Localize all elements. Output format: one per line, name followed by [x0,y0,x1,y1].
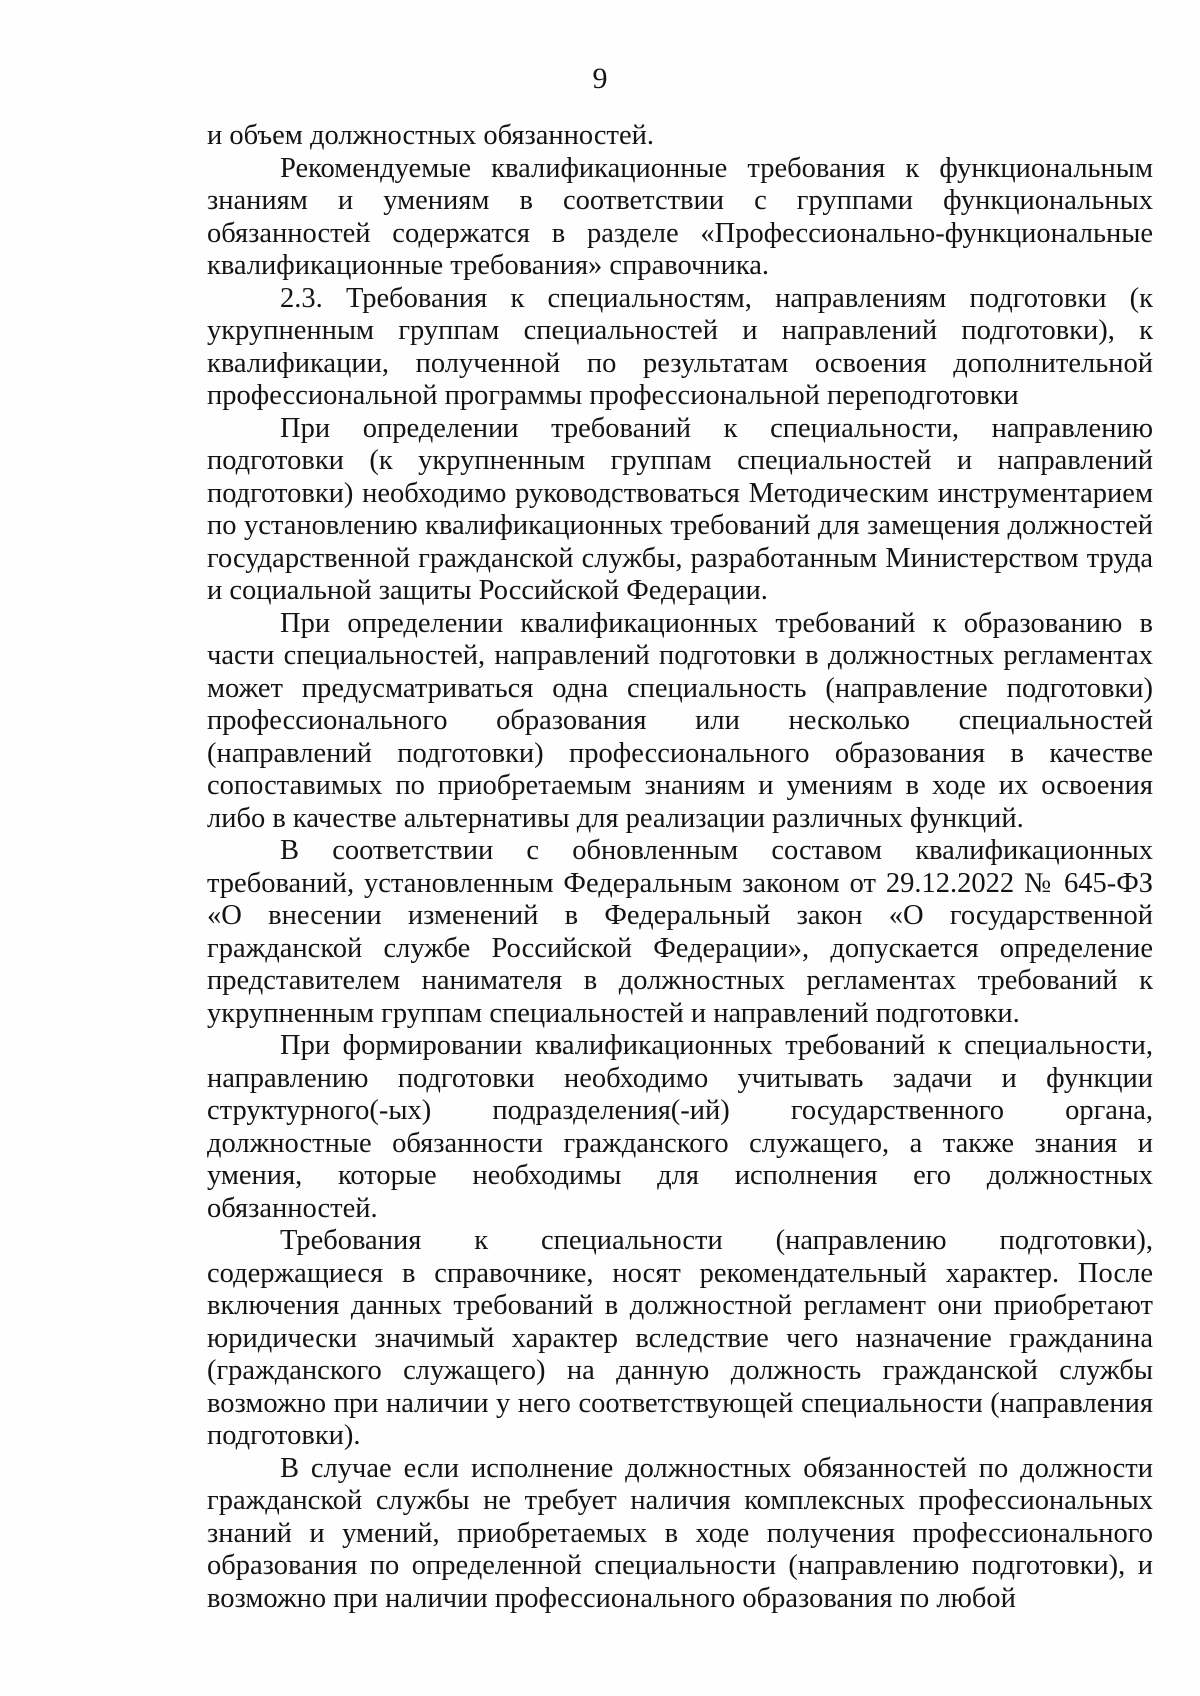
paragraph-6: В соответствии с обновленным составом квалификационных требований, установленным Федеральным законом от 29.12.2022 № 645-ФЗ «О внесении изменений в Федеральный закон «О государственной гражданской службе Российской Федерации», допускается определение представителем нанимателя в должностных регламентах требований к укрупненным группам специальностей и направлений подготовки. [207,835,1153,1029]
section-heading-2-3: 2.3. Требования к специальностям, направлениям подготовки (к укрупненным группам специальностей и направлений подготовки), к квалификации, полученной по результатам освоения дополнительной профессиональной программы профессиональной переподготовки [207,282,1153,411]
paragraph-5: При определении квалификационных требований к образованию в части специальностей, направлений подготовки в должностных регламентах может предусматриваться одна специальность (направление подготовки) профессионального образования или несколько специальностей (направлений подготовки) профессионального образования в качестве сопоставимых по приобретаемым знаниям и умениям в ходе их освоения либо в качестве альтернативы для реализации различных функций. [207,607,1153,834]
document-body [207,120,1153,1615]
paragraph-9: В случае если исполнение должностных обязанностей по должности гражданской службы не требует наличия комплексных профессиональных знаний и умений, приобретаемых в ходе получения профессионального образования по определенной специальности (направлению подготовки), и возможно при наличии профессионального образования по любой [207,1452,1153,1614]
paragraph-1: и объем должностных обязанностей. [207,120,654,151]
paragraph-4: При определении требований к специальности, направлению подготовки (к укрупненным группам специальностей и направлений подготовки) необходимо руководствоваться Методическим инструментарием по установлению квалификационных требований для замещения должностей государственной гражданской службы, разработанным Министерством труда и социальной защиты Российской Федерации. [207,412,1153,606]
paragraph-8: Требования к специальности (направлению подготовки), содержащиеся в справочнике, носят рекомендательный характер. После включения данных требований в должностной регламент они приобретают юридически значимый характер вследствие чего назначение гражданина (гражданского служащего) на данную должность гражданской службы возможно при наличии у него соответствующей специальности (направления подготовки). [207,1225,1153,1451]
paragraph-2: Рекомендуемые квалификационные требования к функциональным знаниям и умениям в соответствии с группами функциональных обязанностей содержатся в разделе «Профессионально-функциональные квалификационные требования» справочника. [207,152,1153,281]
page-number: 9 [592,62,608,95]
paragraph-7: При формировании квалификационных требований к специальности, направлению подготовки необходимо учитывать задачи и функции структурного(-ых) подразделения(-ий) государственного органа, должностные обязанности гражданского служащего, а также знания и умения, которые необходимы для исполнения его должностных обязанностей. [207,1030,1153,1224]
